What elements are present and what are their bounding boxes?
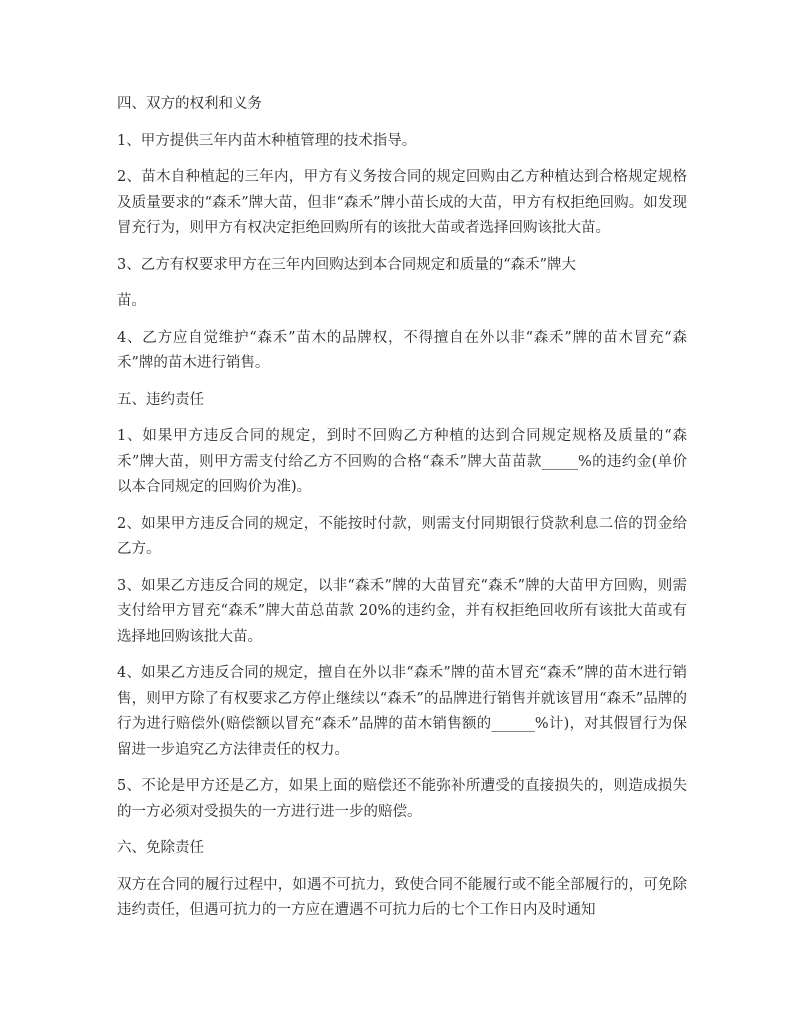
paragraph: 4、乙方应自觉维护“森禾”苗木的品牌权，不得擅自在外以非“森禾”牌的苗木冒充“森禾”牌的苗木进行销售。: [117, 329, 687, 371]
paragraph: 3、乙方有权要求甲方在三年内回购达到本合同规定和质量的“森禾”牌大: [117, 256, 577, 273]
paragraph: 1、如果甲方违反合同的规定，到时不回购乙方种植的达到合同规定规格及质量的“森禾”牌大苗，则甲方需支付给乙方不回购的合格“森禾”牌大苗苗款_____%的违约金(单价以本合同规定的回购价为准)。: [117, 428, 687, 495]
paragraph: 3、如果乙方违反合同的规定，以非“森禾”牌的大苗冒充“森禾”牌的大苗甲方回购，则需支付给甲方冒充“森禾”牌大苗总苗款 20%的违约金，并有权拒绝回收所有该批大苗或有选择地回购该批大苗。: [117, 577, 687, 645]
paragraph: 双方在合同的履行过程中，如遇不可抗力，致使合同不能履行或不能全部履行的，可免除违约责任，但遇可抗力的一方应在遭遇不可抗力后的七个工作日内及时通知: [117, 876, 687, 918]
paragraph: 1、甲方提供三年内苗木种植管理的技术指导。: [117, 132, 417, 149]
section-heading-breach-liability: 五、违约责任: [117, 391, 204, 408]
paragraph: 2、苗木自种植起的三年内，甲方有义务按合同的规定回购由乙方种植达到合格规定规格及质量要求的“森禾”牌大苗，但非“森禾”牌小苗长成的大苗，甲方有权拒绝回购。如发现冒充行为，则甲方有权决定拒绝回购所有的该批大苗或者选择回购该批大苗。: [117, 169, 687, 236]
paragraph: 4、如果乙方违反合同的规定，擅自在外以非“森禾”牌的苗木冒充“森禾”牌的苗木进行销售，则甲方除了有权要求乙方停止继续以“森禾”的品牌进行销售并就该冒用“森禾”品牌的行为进行赔偿外(赔偿额以冒充“森禾”品牌的苗木销售额的______%计)，对其假冒行为保留进一步追究乙方法律责任的权力。: [117, 665, 687, 758]
section-heading-exemption: 六、免除责任: [117, 840, 204, 856]
section-heading-rights-obligations: 四、双方的权利和义务: [117, 96, 262, 112]
paragraph: 5、不论是甲方还是乙方，如果上面的赔偿还不能弥补所遭受的直接损失的，则造成损失的一方必须对受损失的一方进行进一步的赔偿。: [117, 778, 687, 820]
paragraph: 苗。: [117, 293, 146, 309]
document-page: [117, 92, 687, 935]
paragraph: 2、如果甲方违反合同的规定，不能按时付款，则需支付同期银行贷款利息二倍的罚金给乙方。: [117, 515, 687, 557]
